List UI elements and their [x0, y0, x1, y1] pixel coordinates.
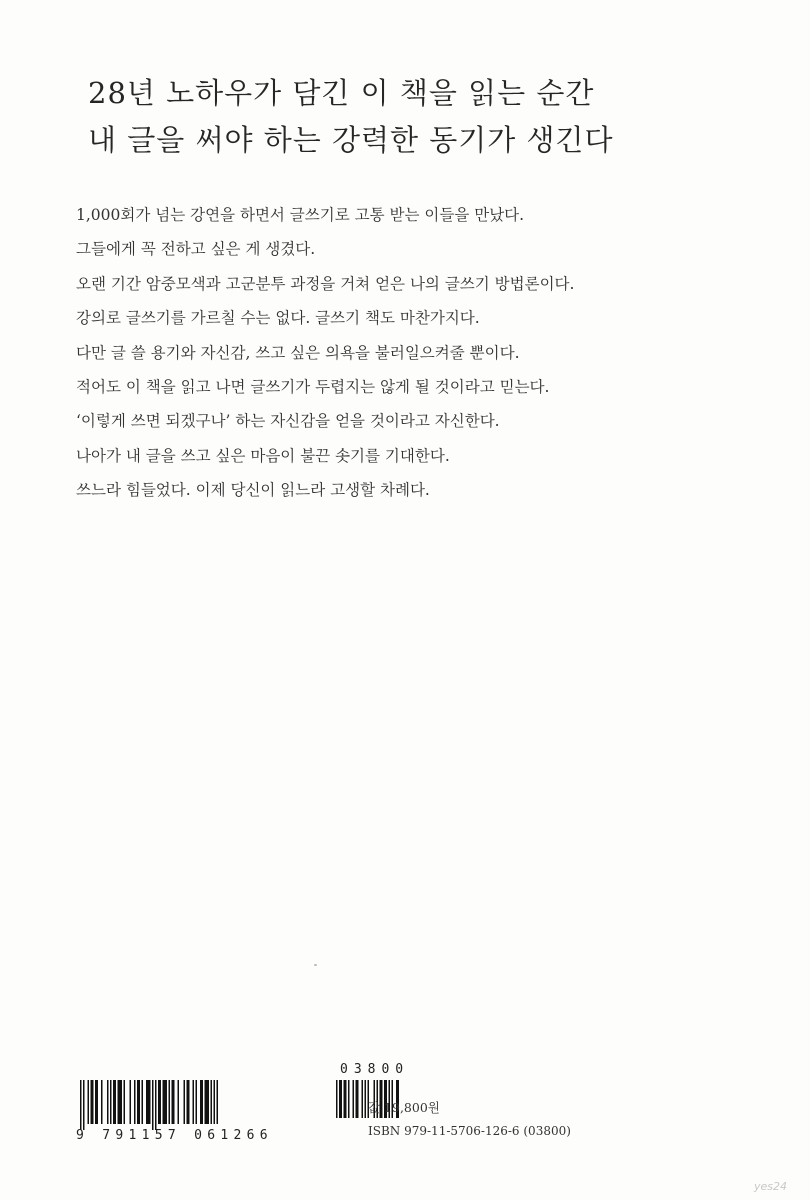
body-line-1: 1,000회가 넘는 강연을 하면서 글쓰기로 고통 받는 이들을 만났다.	[76, 206, 525, 224]
barcode-bar	[344, 1080, 347, 1118]
main-barcode	[80, 1080, 250, 1130]
barcode-main-digits: 9 791157 061266	[76, 1128, 273, 1143]
body-line-5: 다만 글 쓸 용기와 자신감, 쓰고 싶은 의욕을 불러일으켜줄 뿐이다.	[76, 343, 520, 362]
barcode-bar	[172, 1080, 175, 1124]
isbn-label: ISBN 979-11-5706-126-6 (03800)	[368, 1124, 571, 1138]
body-line-6: 적어도 이 책을 읽고 나면 글쓰기가 두렵지는 않게 될 것이라고 믿는다.	[76, 377, 550, 396]
barcode-bar	[134, 1080, 136, 1124]
barcode-bar	[365, 1080, 367, 1118]
body-line-8: 나아가 내 글을 쓰고 싶은 마음이 불끈 솟기를 기대한다.	[76, 446, 450, 465]
barcode-bar	[211, 1080, 213, 1124]
barcode-bar	[356, 1080, 359, 1118]
barcode-bar	[130, 1080, 132, 1124]
barcode-bar	[158, 1080, 161, 1124]
barcode-bar	[339, 1080, 342, 1118]
barcode-bar	[91, 1080, 94, 1124]
barcode-bar	[200, 1080, 203, 1124]
body-line-2: 그들에게 꼭 전하고 싶은 게 생겼다.	[76, 240, 316, 259]
barcode-bar	[95, 1080, 98, 1124]
barcode-bar	[353, 1080, 355, 1118]
barcode-bar	[113, 1080, 116, 1124]
dust-speck	[314, 964, 317, 966]
barcode-bar	[146, 1080, 151, 1124]
headline	[88, 70, 768, 164]
barcode-bar	[110, 1080, 112, 1124]
body-text	[76, 198, 776, 508]
body-line-4: 강의로 글쓰기를 가르칠 수는 없다. 글쓰기 책도 마찬가지다.	[76, 309, 480, 328]
barcode-bar	[336, 1080, 338, 1118]
watermark-logo: yes24	[754, 1180, 788, 1193]
barcode-bar	[163, 1080, 168, 1124]
barcode-bar	[88, 1080, 90, 1124]
barcode-bar	[217, 1080, 219, 1124]
barcode-bar	[184, 1080, 186, 1124]
barcode-bar	[178, 1080, 180, 1124]
barcode-bar	[214, 1080, 216, 1124]
barcode-bar	[196, 1080, 198, 1124]
body-line-7: ‘이렇게 쓰면 되겠구나’ 하는 자신감을 얻을 것이라고 자신한다.	[76, 412, 500, 431]
barcode-bar	[205, 1080, 210, 1124]
headline-line-1: 28년 노하우가 담긴 이 책을 읽는 순간	[88, 76, 595, 110]
body-line-3: 오랜 기간 암중모색과 고군분투 과정을 거쳐 얻은 나의 글쓰기 방법론이다.	[76, 274, 575, 293]
barcode-bar	[362, 1080, 364, 1118]
barcode-bar	[193, 1080, 195, 1124]
barcode-bar	[80, 1080, 82, 1130]
barcode-addon-digits: 03800	[340, 1062, 410, 1077]
barcode-bar	[137, 1080, 140, 1124]
headline-line-2: 내 글을 써야 하는 강력한 동기가 생긴다	[88, 123, 614, 157]
barcode-bar	[107, 1080, 109, 1124]
barcode-bar	[83, 1080, 85, 1130]
price-label: 값 19,800원	[368, 1100, 440, 1115]
body-line-9: 쓰느라 힘들었다. 이제 당신이 읽느라 고생할 차례다.	[76, 481, 430, 500]
barcode-bar	[152, 1080, 154, 1130]
barcode-bar	[142, 1080, 144, 1124]
barcode-bar	[169, 1080, 171, 1124]
barcode-bar	[118, 1080, 123, 1124]
barcode-bar	[101, 1080, 103, 1124]
barcode-bar	[348, 1080, 350, 1118]
barcode-bar	[155, 1080, 157, 1130]
barcode-bar	[187, 1080, 190, 1124]
barcode-bar	[124, 1080, 126, 1124]
